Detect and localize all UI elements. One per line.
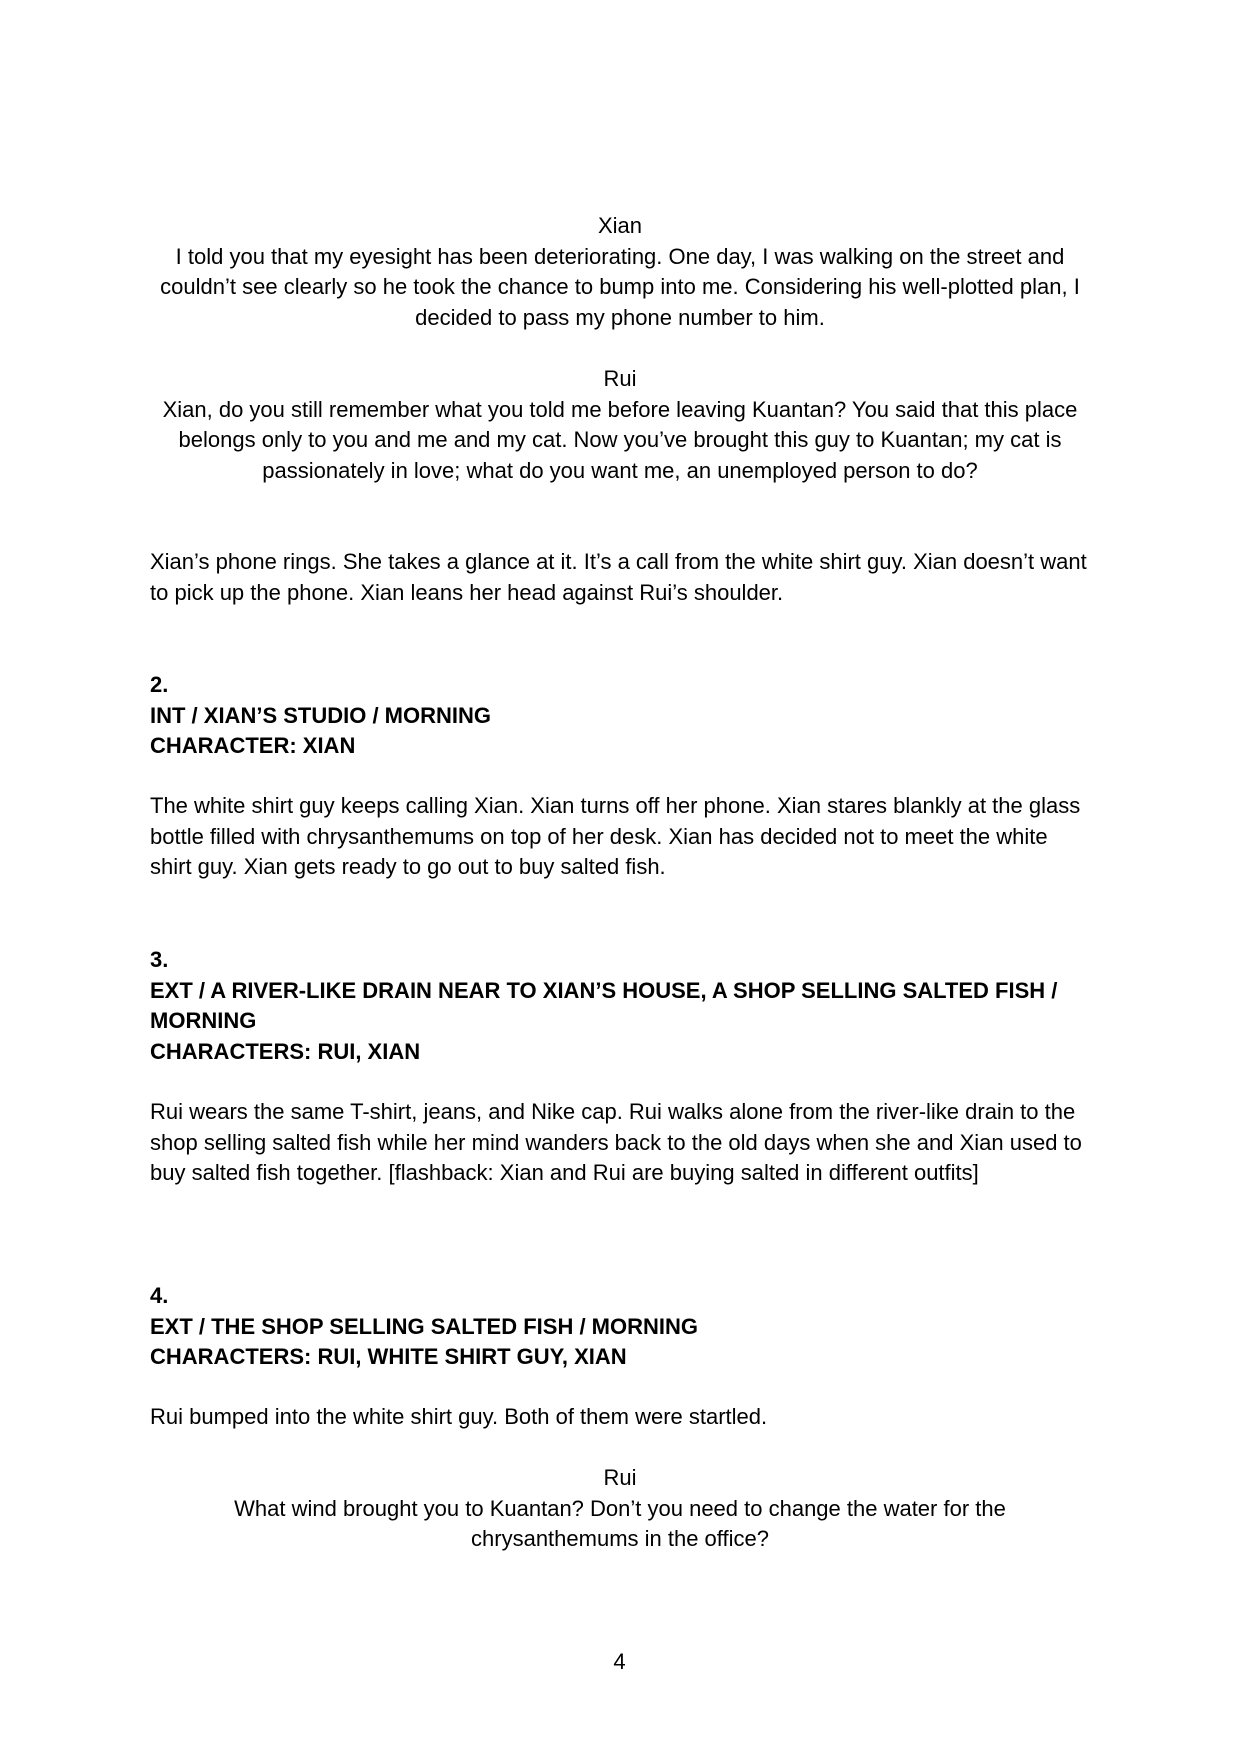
scene-number: 2. [150, 672, 169, 697]
scene-slug: EXT / A RIVER-LIKE DRAIN NEAR TO XIAN’S HOUSE, A SHOP SELLING SALTED FISH / MORNING [150, 977, 1058, 1033]
scene-number: 3. [150, 947, 169, 972]
dialogue-line: I told you that my eyesight has been deteriorating. One day, I was walking on the street and couldn’t see clearly so he took the chance to bump into me. Considering his well-plotted plan, I decided to pass my phone number to him. [160, 243, 1080, 330]
dialogue-rui [150, 364, 1090, 486]
scene-characters: CHARACTER: XIAN [150, 733, 356, 758]
speaker-name: Rui [603, 366, 637, 391]
scene-number: 4. [150, 1283, 169, 1308]
page-number: 4 [613, 1649, 626, 1674]
action-text: Xian’s phone rings. She takes a glance at it. It’s a call from the white shirt guy. Xian doesn’t want to pick up the phone. Xian leans her head against Rui’s shoulder. [150, 549, 1087, 605]
scene-slug: EXT / THE SHOP SELLING SALTED FISH / MORNING [150, 1313, 699, 1339]
action-text: Rui wears the same T-shirt, jeans, and Nike cap. Rui walks alone from the river-like drain to the shop selling salted fish while her mind wanders back to the old days when she and Xian used to buy salted fish together. [flashback: Xian and Rui are buying salted in different outfits] [150, 1099, 1082, 1185]
dialogue-xian [150, 211, 1090, 333]
scene-slug: INT / XIAN’S STUDIO / MORNING [150, 702, 492, 728]
scene-heading [150, 1281, 1090, 1373]
scene-characters: CHARACTERS: RUI, WHITE SHIRT GUY, XIAN [150, 1344, 627, 1369]
dialogue-rui [150, 1463, 1090, 1555]
dialogue-line: Xian, do you still remember what you told me before leaving Kuantan? You said that this place belongs only to you and me and my cat. Now you’ve brought this guy to Kuantan; my cat is passionately in love; what do you want me, an unemployed person to do? [162, 396, 1078, 483]
speaker-name: Xian [597, 213, 643, 238]
speaker-name: Rui [603, 1465, 637, 1490]
scene-heading [150, 945, 1090, 1067]
scene-characters: CHARACTERS: RUI, XIAN [150, 1038, 421, 1064]
action-text: The white shirt guy keeps calling Xian. Xian turns off her phone. Xian stares blankly at the glass bottle filled with chrysanthemums on top of her desk. Xian has decided not to meet the white shirt guy. Xian gets ready to go out to buy salted fish. [150, 793, 1081, 879]
dialogue-line: What wind brought you to Kuantan? Don’t you need to change the water for the chrysanthemums in the office? [234, 1495, 1006, 1551]
scene-heading [150, 670, 1090, 762]
action-text: Rui bumped into the white shirt guy. Both of them were startled. [150, 1404, 768, 1429]
